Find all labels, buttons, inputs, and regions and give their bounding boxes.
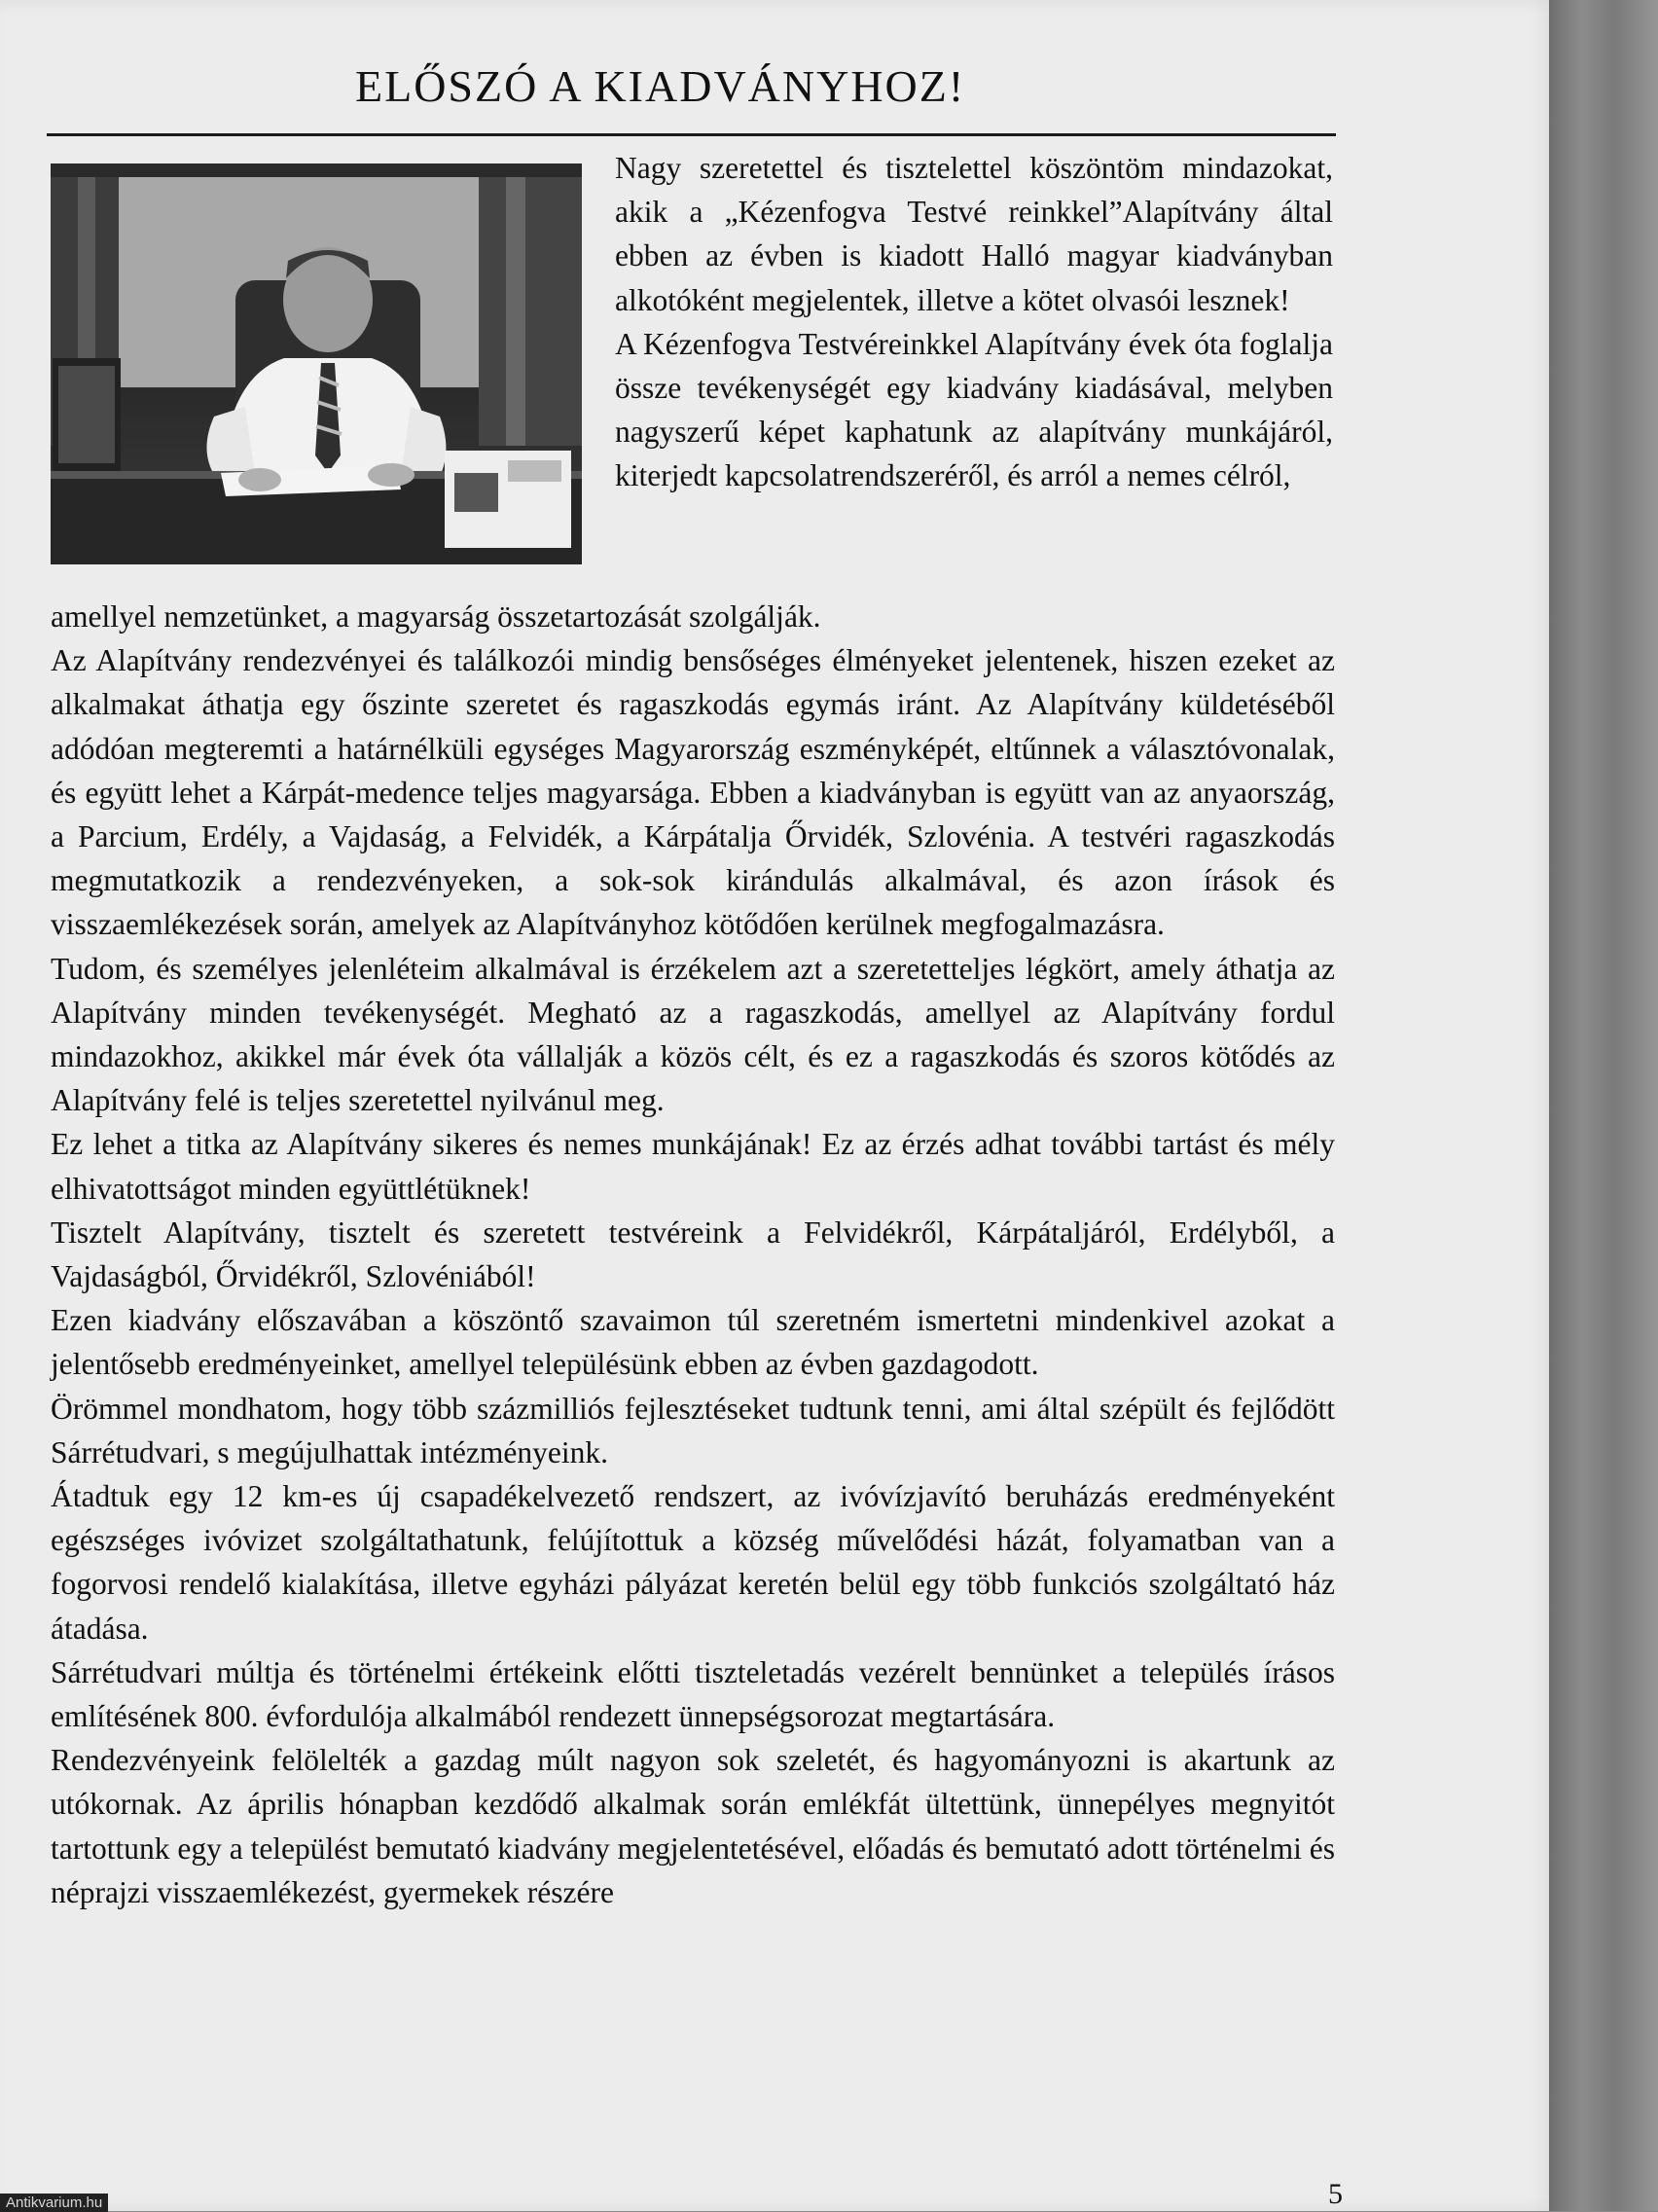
page-number: 5: [1328, 2178, 1343, 2210]
intro-text-block: [615, 146, 1333, 498]
paragraph-9: Átadtuk egy 12 km-es új csapadékelvezető rendszert, az ivóvízjavító beruházás eredményeként egészséges ivóvizet szolgáltathatunk, felújítottuk a község művelődési házát, folyamatban van a fogorvosi rendelő kialakítása, illetve egyházi pályázat keretén belül egy több funkciós szolgáltató ház átadása.: [51, 1479, 1335, 1646]
paragraph-4: Tudom, és személyes jelenléteim alkalmával is érzékelem azt a szeretetteljes légkört, amely áthatja az Alapítvány minden tevékenységét. Megható az a ragaszkodás, amellyel az Alapítvány fordul mindazokhoz, akikkel már évek óta vállalják a közös célt, és ez a ragaszkodás és szoros kötődés az Alapítvány felé is teljes szeretettel nyilvánul meg.: [51, 951, 1335, 1118]
paragraph-3: Az Alapítvány rendezvényei és találkozói mindig bensőséges élményeket jelentenek, hiszen ezeket az alkalmakat áthatja egy őszinte szeretet és ragaszkodás egymás iránt. Az Alapítvány küldetéséből adódóan megteremti a határnélküli egységes Magyarország eszményképét, eltűnnek a választóvonalak, és együtt lehet a Kárpát-medence teljes magyarsága. Ebben a kiadványban is együtt van az anyaország, a Parcium, Erdély, a Vajdaság, a Felvidék, a Kárpátalja Őrvidék, Szlovénia. A testvéri ragaszkodás megmutatkozik a rendezvényeken, a sok-sok kirándulás alkalmával, és azon írások és visszaemlékezések során, amelyek az Alapítványhoz kötődően kerülnek megfogalmazásra.: [51, 643, 1335, 942]
paragraph-7: Ezen kiadvány előszavában a köszöntő szavaimon túl szeretném ismertetni mindenkivel azokat a jelentősebb eredményeinket, amellyel településünk ebben az évben gazdagodott.: [51, 1303, 1335, 1382]
paragraph-5: Ez lehet a titka az Alapítvány sikeres és nemes munkájának! Ez az érzés adhat további tartást és mély elhivatottságot minden együttlétüknek!: [51, 1127, 1335, 1206]
paragraph-11: Rendezvényeink felölelték a gazdag múlt nagyon sok szeletét, és hagyományozni is akartunk az utókornak. Az április hónapban kezdődő alkalmak során emlékfát ültettünk, ünnepélyes megnyitót tartottunk egy a települést bemutató kiadvány megjelentetésével, előadás és bemutató adott történelmi és néprajzi visszaemlékezést, gyermekek részére: [51, 1743, 1335, 1909]
main-text-block: [51, 595, 1335, 1914]
photo-illustration: [51, 163, 582, 564]
book-spine-edge: [1549, 0, 1658, 2211]
author-photo: [51, 163, 582, 564]
intro-paragraph-2: A Kézenfogva Testvéreinkkel Alapítvány évek óta foglalja össze tevékenységét egy kiadvány kiadásával, melyben nagyszerű képet kaphatunk az alapítvány munkájáról, kiterjedt kapcsolatrendszeréről, és arról a nemes célról,: [615, 326, 1333, 493]
paragraph-8: Örömmel mondhatom, hogy több százmilliós fejlesztéseket tudtunk tenni, ami által szépült és fejlődött Sárrétudvari, s megújulhattak intézményeink.: [51, 1391, 1335, 1469]
paragraph-10: Sárrétudvari múltja és történelmi értékeink előtti tiszteletadás vezérelt bennünket a település írásos említésének 800. évfordulója alkalmából rendezett ünnepségsorozat megtartására.: [51, 1654, 1335, 1734]
intro-paragraph-1: Nagy szeretettel és tisztelettel köszöntöm mindazokat, akik a „Kézenfogva Testvé reinkkel”Alapítvány által ebben az évben is kiadott Halló magyar kiadványban alkotóként megjelentek, illetve a kötet olvasói lesznek!: [615, 151, 1333, 317]
page-title: ELŐSZÓ A KIADVÁNYHOZ!: [355, 61, 966, 111]
watermark: Antikvarium.hu: [0, 2194, 108, 2212]
paragraph-6: Tisztelt Alapítvány, tisztelt és szeretett testvéreink a Felvidékről, Kárpátaljáról, Erdélyből, a Vajdaságból, Őrvidékről, Szlovéniából!: [51, 1215, 1335, 1294]
title-underline: [47, 133, 1336, 136]
paragraph-2-continuation: amellyel nemzetünket, a magyarság összetartozását szolgálják.: [51, 599, 821, 634]
